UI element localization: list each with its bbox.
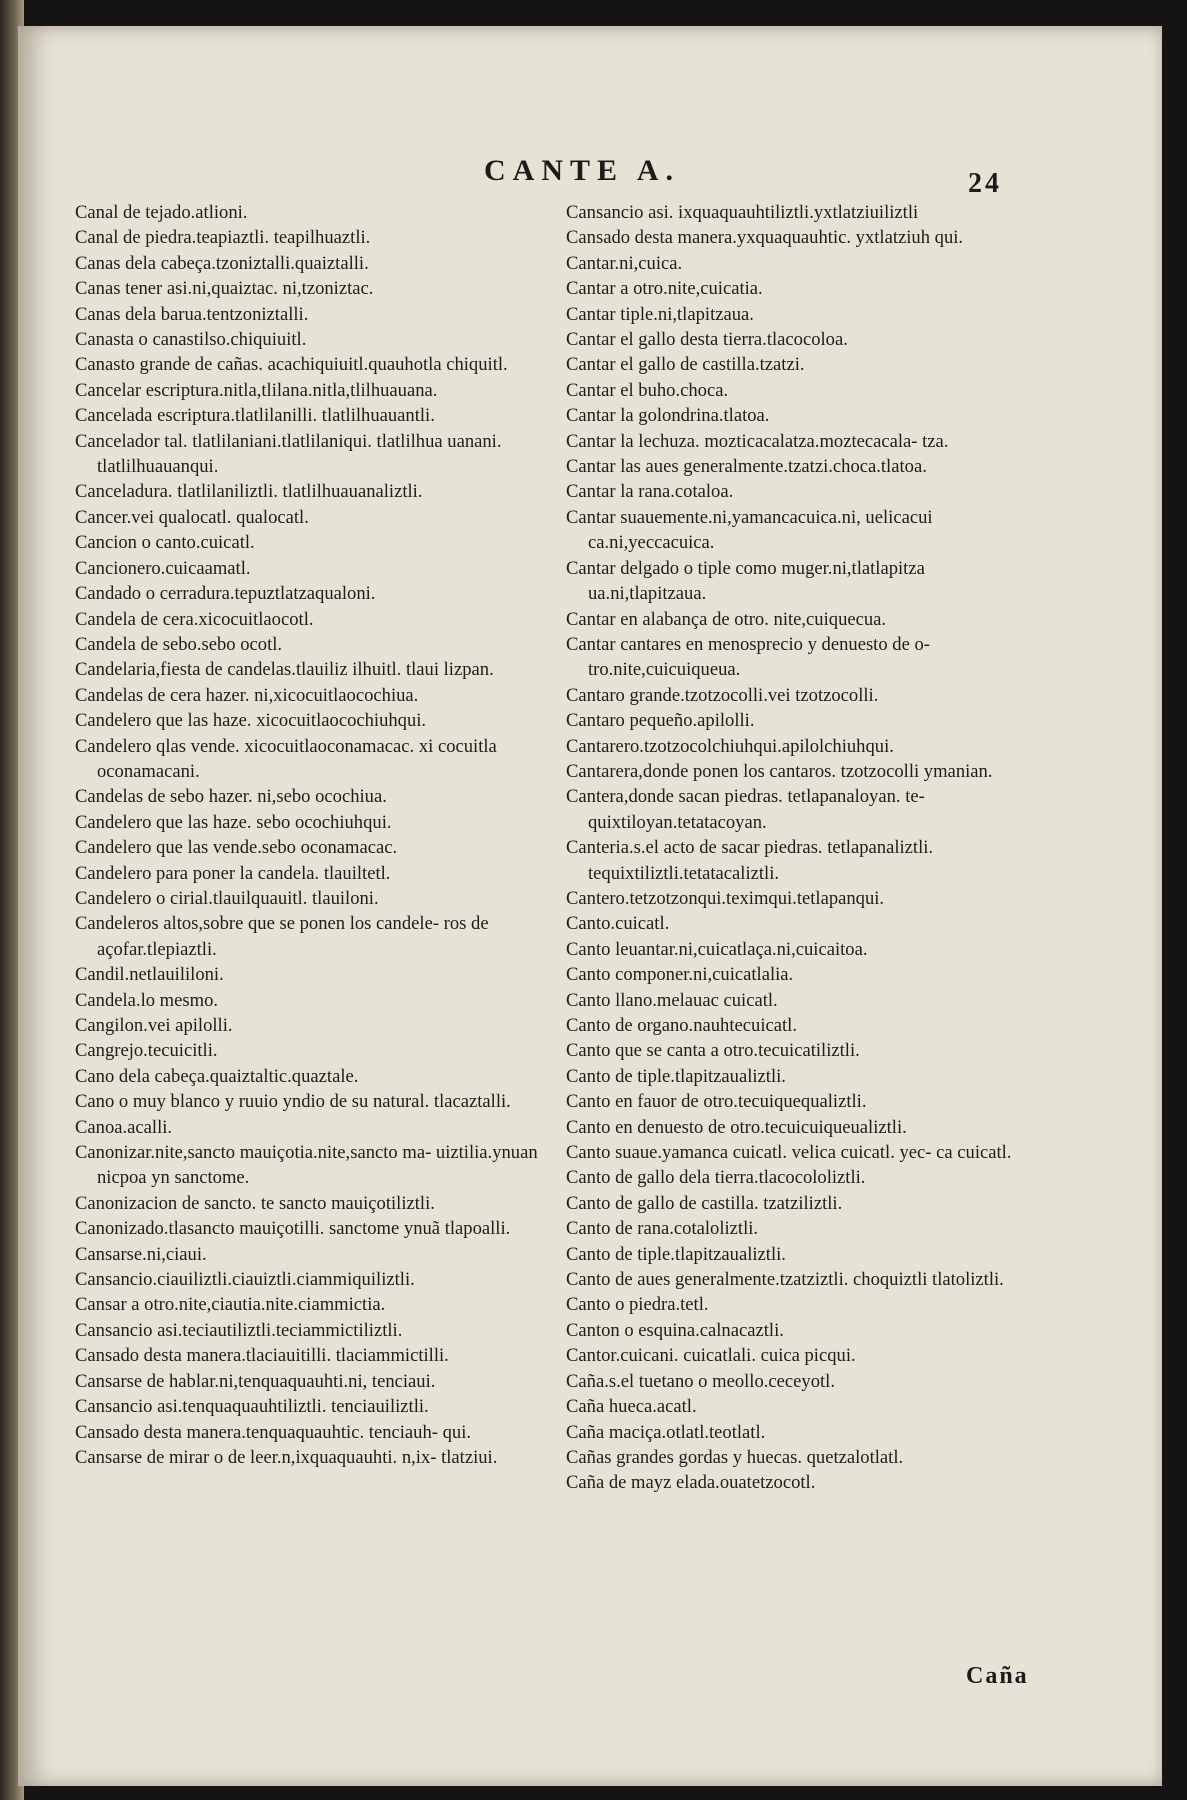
- dictionary-entry: Cansancio asi.tenquaquauhtiliztli. tenciauiliztli.: [75, 1396, 429, 1418]
- dictionary-entry: Candelero que las haze. sebo ocochiuhqui.: [75, 811, 392, 833]
- dictionary-entry: Cantar.ni,cuica.: [566, 252, 683, 274]
- catchword: Caña: [966, 1663, 1029, 1689]
- dictionary-entry: Cansarse de mirar o de leer.n,ixquaquauhti. n,ix- tlatziui.: [75, 1446, 498, 1468]
- dictionary-entry: Cancion o canto.cuicatl.: [75, 532, 255, 554]
- dictionary-entry: Candela de cera.xicocuitlaocotl.: [75, 608, 314, 630]
- dictionary-entry: Cañas grandes gordas y huecas. quetzalotlatl.: [566, 1446, 904, 1468]
- dictionary-entry: Cantar la lechuza. mozticacalatza.moztecacala- tza.: [566, 430, 949, 452]
- dictionary-entry: Candelero qlas vende. xicocuitlaoconamacac. xi cocuitla oconamacani.: [75, 735, 497, 782]
- dictionary-entry: Candelero que las vende.sebo oconamacac.: [75, 837, 398, 859]
- dictionary-entry: Canal de piedra.teapiaztli. teapilhuaztli.: [75, 227, 371, 249]
- dictionary-entry: Cantar delgado o tiple como muger.ni,tlatlapitza ua.ni,tlapitzaua.: [566, 557, 925, 605]
- dictionary-entry: Canto de tiple.tlapitzaualiztli.: [566, 1065, 786, 1087]
- dictionary-entry: Canto de gallo dela tierra.tlacocololiztli.: [566, 1167, 866, 1189]
- dictionary-entry: Cansarse.ni,ciaui.: [75, 1243, 207, 1265]
- dictionary-entry: Canasta o canastilso.chiquiuitl.: [75, 329, 307, 351]
- dictionary-entry: Cansado desta manera.tenquaquauhtic. tenciauh- qui.: [75, 1421, 472, 1443]
- dictionary-entry: Canto leuantar.ni,cuicatlaça.ni,cuicaitoa.: [566, 938, 868, 960]
- dictionary-entry: Cansado desta manera.tlaciauitilli. tlaciammictilli.: [75, 1345, 449, 1367]
- dictionary-entry: Canto de tiple.tlapitzaualiztli.: [566, 1243, 786, 1265]
- dictionary-entry: Canto.cuicatl.: [566, 913, 670, 935]
- dictionary-entry: Cantar las aues generalmente.tzatzi.choca.tlatoa.: [566, 456, 927, 478]
- dictionary-entry: Cantar el buho.choca.: [566, 379, 729, 401]
- dictionary-entry: Canto de gallo de castilla. tzatziliztli.: [566, 1192, 843, 1214]
- dictionary-entry: Cansancio asi. ixquaquauhtiliztli.yxtlatziuiliztli: [566, 202, 919, 223]
- dictionary-entry: Candeleros altos,sobre que se ponen los candele- ros de açofar.tlepiaztli.: [75, 913, 489, 960]
- dictionary-entry: Candado o cerradura.tepuztlatzaqualoni.: [75, 583, 376, 605]
- dictionary-entry: Cancionero.cuicaamatl.: [75, 557, 251, 579]
- dictionary-entry: Candelero o cirial.tlauilquauitl. tlauiloni.: [75, 887, 379, 909]
- dictionary-entry: Candil.netlauililoni.: [75, 964, 224, 986]
- dictionary-entry: Canton o esquina.calnacaztli.: [566, 1319, 784, 1341]
- dictionary-entry: Cantarera,donde ponen los cantaros. tzotzocolli ymanian.: [566, 760, 993, 782]
- dictionary-entry: Candelas de sebo hazer. ni,sebo ocochiua.: [75, 786, 387, 808]
- dictionary-entry: Canoa.acalli.: [75, 1116, 173, 1138]
- dictionary-entry: Cantaro grande.tzotzocolli.vei tzotzocolli.: [566, 684, 879, 706]
- dictionary-entry: Canteria.s.el acto de sacar piedras. tetlapanaliztli. tequixtiliztli.tetatacaliztli.: [566, 837, 934, 884]
- dictionary-entry: Canonizacion de sancto. te sancto mauiçotiliztli.: [75, 1192, 435, 1214]
- dictionary-entry: Candelaria,fiesta de candelas.tlauiliz ilhuitl. tlaui lizpan.: [75, 659, 494, 681]
- dictionary-entry: Canto llano.melauac cuicatl.: [566, 989, 778, 1011]
- dictionary-entry: Candela de sebo.sebo ocotl.: [75, 633, 283, 655]
- dictionary-entry: Canto o piedra.tetl.: [566, 1294, 709, 1316]
- dictionary-entry: Canal de tejado.atlioni.: [75, 202, 248, 223]
- dictionary-entry: Cantera,donde sacan piedras. tetlapanaloyan. te- quixtiloyan.tetatacoyan.: [566, 786, 925, 833]
- page-number: 24: [968, 168, 1002, 199]
- dictionary-entry: Cansancio asi.teciautiliztli.teciammictiliztli.: [75, 1319, 403, 1341]
- dictionary-entry: Cano o muy blanco y ruuio yndio de su natural. tlacaztalli.: [75, 1091, 511, 1113]
- dictionary-entry: Candela.lo mesmo.: [75, 989, 219, 1011]
- dictionary-entry: Cancelador tal. tlatlilaniani.tlatlilaniqui. tlatlilhua uanani. tlatlilhuauanqui.: [75, 430, 502, 478]
- dictionary-entry: Cantar la golondrina.tlatoa.: [566, 405, 770, 427]
- dictionary-entry: Cantar el gallo desta tierra.tlacocoloa.: [566, 329, 848, 351]
- dictionary-entry: Cantar la rana.cotaloa.: [566, 481, 734, 503]
- dictionary-entry: Canonizar.nite,sancto mauiçotia.nite,sancto ma- uiztilia.ynuan nicpoa yn sanctome.: [75, 1142, 538, 1189]
- dictionary-entry: Canasto grande de cañas. acachiquiuitl.quauhotla chiquitl.: [75, 354, 508, 376]
- dictionary-entry: Canas tener asi.ni,quaiztac. ni,tzoniztac.: [75, 278, 374, 300]
- dictionary-entry: Caña maciça.otlatl.teotlatl.: [566, 1421, 766, 1443]
- dictionary-entry: Caña.s.el tuetano o meollo.ceceyotl.: [566, 1370, 836, 1392]
- dictionary-entry: Caña de mayz elada.ouatetzocotl.: [566, 1472, 816, 1494]
- dictionary-entry: Canto suaue.yamanca cuicatl. velica cuicatl. yec- ca cuicatl.: [566, 1142, 1012, 1164]
- dictionary-entry: Cancelada escriptura.tlatlilanilli. tlatlilhuauantli.: [75, 405, 435, 427]
- dictionary-entry: Cansado desta manera.yxquaquauhtic. yxtlatziuh qui.: [566, 227, 964, 249]
- left-column: [75, 200, 545, 1470]
- dictionary-entry: Cantor.cuicani. cuicatlali. cuica picqui.: [566, 1345, 856, 1367]
- dictionary-entry: Canas dela barua.tentzoniztalli.: [75, 303, 309, 325]
- dictionary-entry: Canto componer.ni,cuicatlalia.: [566, 964, 794, 986]
- dictionary-entry: Cangilon.vei apilolli.: [75, 1015, 233, 1036]
- dictionary-entry: Candelas de cera hazer. ni,xicocuitlaocochiua.: [75, 684, 419, 706]
- dictionary-entry: Cantarero.tzotzocolchiuhqui.apilolchiuhqui.: [566, 735, 894, 757]
- dictionary-entry: Canto en fauor de otro.tecuiquequaliztli.: [566, 1091, 867, 1113]
- dictionary-entry: Cantar en alabança de otro. nite,cuiquecua.: [566, 608, 887, 630]
- dictionary-entry: Canto que se canta a otro.tecuicatiliztli.: [566, 1040, 860, 1062]
- dictionary-entry: Caña hueca.acatl.: [566, 1396, 697, 1418]
- dictionary-entry: Canas dela cabeça.tzoniztalli.quaiztalli.: [75, 252, 369, 274]
- dictionary-entry: Canonizado.tlasancto mauiçotilli. sanctome ynuã tlapoalli.: [75, 1218, 511, 1240]
- running-header: CANTE A.: [484, 154, 681, 187]
- right-column: [566, 200, 1046, 1496]
- dictionary-entry: Cantar a otro.nite,cuicatia.: [566, 278, 763, 300]
- dictionary-entry: Cantar el gallo de castilla.tzatzi.: [566, 354, 805, 376]
- dictionary-entry: Cancelar escriptura.nitla,tlilana.nitla,tlilhuauana.: [75, 379, 438, 401]
- dictionary-entry: Cantar cantares en menosprecio y denuesto de o- tro.nite,cuicuiqueua.: [566, 633, 930, 681]
- dictionary-entry: Cantar suauemente.ni,yamancacuica.ni, uelicacui ca.ni,yeccacuica.: [566, 506, 933, 554]
- dictionary-entry: Canto de organo.nauhtecuicatl.: [566, 1015, 797, 1036]
- dictionary-entry: Cantero.tetzotzonqui.teximqui.tetlapanqui.: [566, 887, 885, 909]
- dictionary-entry: Cantaro pequeño.apilolli.: [566, 710, 755, 732]
- dictionary-entry: Cansar a otro.nite,ciautia.nite.ciammictia.: [75, 1294, 386, 1316]
- dictionary-entry: Cangrejo.tecuicitli.: [75, 1040, 218, 1062]
- dictionary-entry: Canceladura. tlatlilaniliztli. tlatlilhuauanaliztli.: [75, 481, 423, 503]
- dictionary-entry: Cansancio.ciauiliztli.ciauiztli.ciammiquiliztli.: [75, 1269, 415, 1291]
- dictionary-entry: Canto de rana.cotaloliztli.: [566, 1218, 759, 1240]
- dictionary-entry: Cansarse de hablar.ni,tenquaquauhti.ni, tenciaui.: [75, 1370, 436, 1392]
- dictionary-entry: Canto de aues generalmente.tzatziztli. choquiztli tlatoliztli.: [566, 1269, 1004, 1291]
- dictionary-entry: Canto en denuesto de otro.tecuicuiqueualiztli.: [566, 1116, 907, 1138]
- dictionary-entry: Candelero para poner la candela. tlauiltetl.: [75, 862, 391, 884]
- dictionary-entry: Candelero que las haze. xicocuitlaocochiuhqui.: [75, 710, 427, 732]
- dictionary-entry: Cancer.vei qualocatl. qualocatl.: [75, 506, 309, 528]
- dictionary-entry: Cano dela cabeça.quaiztaltic.quaztale.: [75, 1065, 359, 1087]
- dictionary-entry: Cantar tiple.ni,tlapitzaua.: [566, 303, 754, 325]
